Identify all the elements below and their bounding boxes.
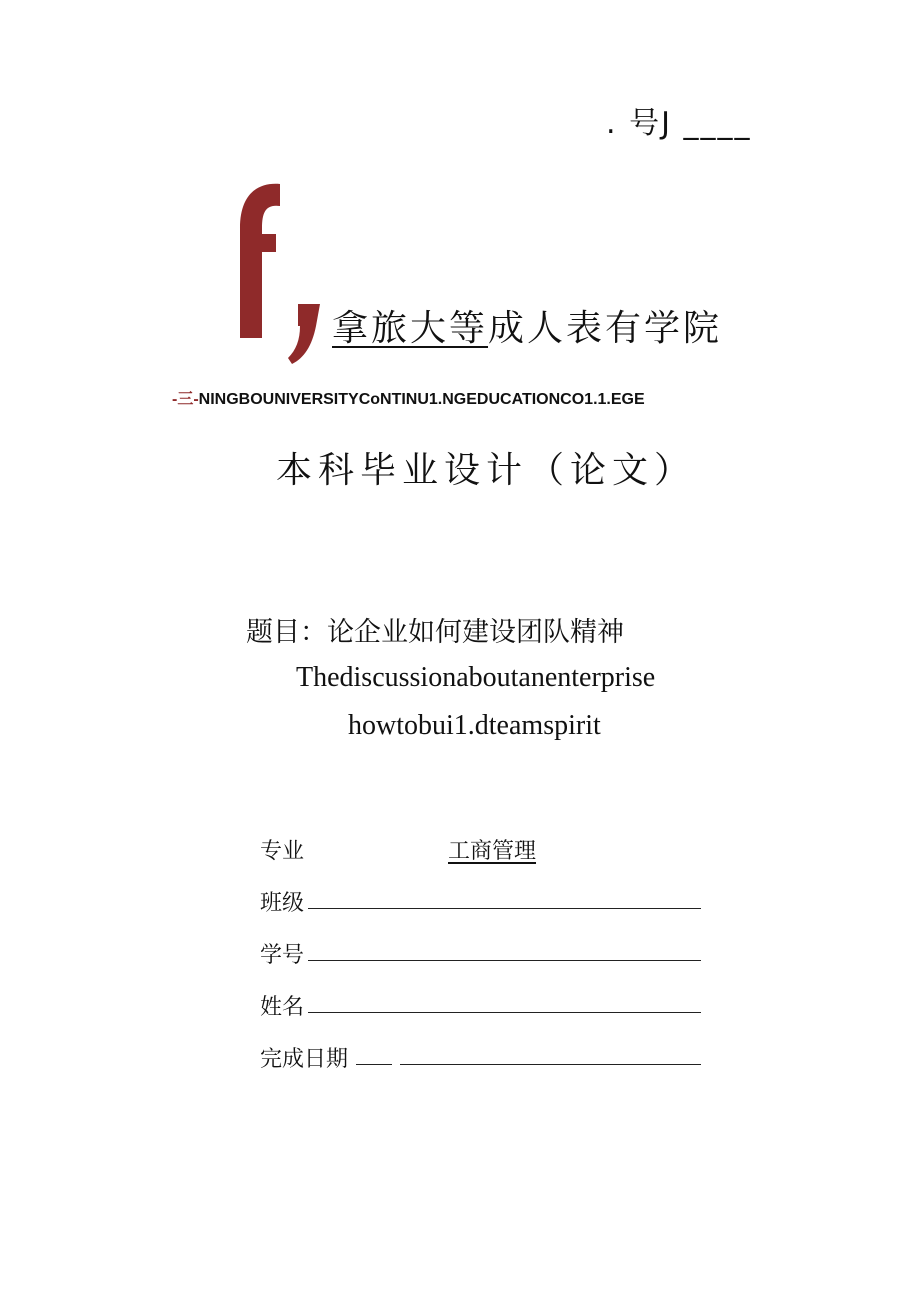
- school-name-en: [172, 386, 645, 409]
- student-id-line: [308, 960, 701, 961]
- major-label: 专业: [260, 839, 305, 864]
- school-name-cn-underlined: 拿旅大等: [332, 308, 489, 349]
- school-name-cn: [332, 300, 722, 351]
- name-label: 姓名: [260, 995, 305, 1020]
- title-en-line2: howtobui1.dteamspirit: [348, 710, 601, 741]
- date-line-long: [400, 1064, 701, 1065]
- name-line: [308, 1012, 701, 1013]
- school-en-mark: -三-: [172, 391, 199, 408]
- school-name-en-text: NINGBOUNIVERSITYCoNTINU1.NGEDUCATIONCO1.1.EGE: [198, 391, 645, 408]
- school-name-cn-rest: 成人表有学院: [488, 308, 723, 349]
- serial-number: . 号J ____: [606, 106, 752, 141]
- student-id-label: 学号: [260, 943, 305, 968]
- logo-f-icon: [206, 176, 326, 376]
- major-value: 工商管理: [448, 839, 537, 864]
- date-line-short: [356, 1064, 392, 1065]
- title-en-line1: Thediscussionaboutanenterprise: [296, 662, 656, 693]
- document-type: 本科毕业设计（论文）: [276, 450, 697, 491]
- class-label: 班级: [260, 891, 305, 916]
- title-cn: 题目：论企业如何建设团队精神: [246, 617, 624, 648]
- class-line: [308, 908, 701, 909]
- date-label: 完成日期: [260, 1047, 349, 1072]
